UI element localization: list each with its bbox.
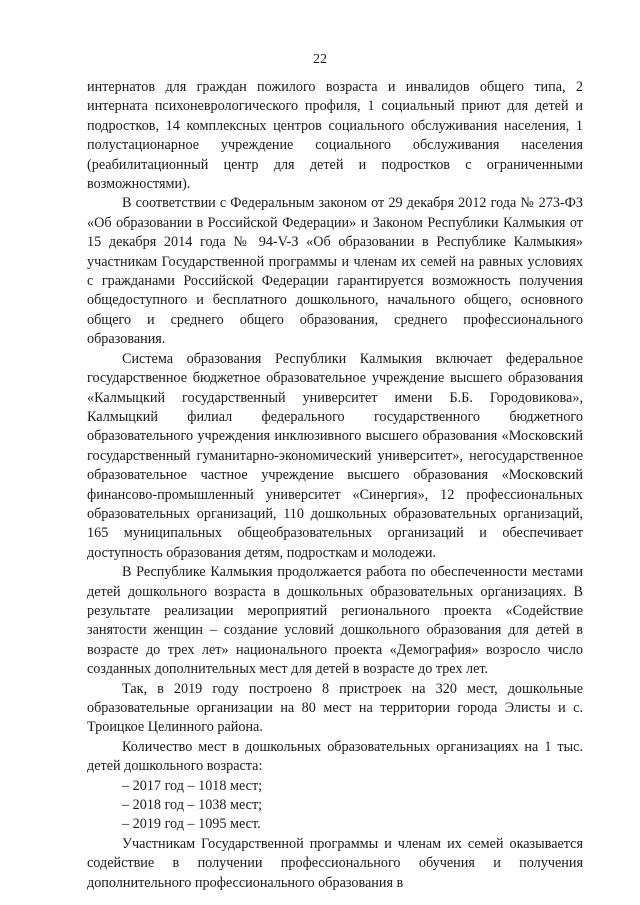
paragraph-6: Количество мест в дошкольных образовательных организациях на 1 тыс. детей дошкольного возраста: xyxy=(87,738,583,775)
document-body xyxy=(87,78,583,893)
paragraph-7: Участникам Государственной программы и членам их семей оказывается содействие в получении профессионального обучения и получения дополнительного профессионального образования в xyxy=(87,835,583,891)
paragraph-3: Система образования Республики Калмыкия включает федеральное государственное бюджетное образовательное учреждение высшего образования «Калмыцкий государственный университет имени Б.Б. Городовикова», Калмыцкий филиал федерального государственного бюджетного образовательного учреждения инклюзивного высшего образования «Московский государственный гуманитарно-экономический университет», негосударственное образовательное частное учреждение высшего образования «Московский финансово-промышленный университет «Синергия», 12 профессиональных образовательных организаций, 110 дошкольных образовательных организаций, 165 муниципальных общеобразовательных организаций и обеспечивает доступность образования детям, подросткам и молодежи. xyxy=(87,350,583,561)
paragraph-2: В соответствии с Федеральным законом от 29 декабря 2012 года № 273-ФЗ «Об образовании в Российской Федерации» и Законом Республики Калмыкия от 15 декабря 2014 года № 94-V-З «Об образовании в Республике Калмыкия» участникам Государственной программы и членам их семей на равных условиях с гражданами Российской Федерации гарантируется возможность получения общедоступного и бесплатного дошкольного, начального общего, основного общего и среднего общего образования, среднего профессионального образования. xyxy=(87,195,583,348)
list-item-2019: – 2019 год – 1095 мест. xyxy=(122,816,261,833)
page-number: 22 xyxy=(313,52,327,67)
list-item-2017: – 2017 год – 1018 мест; xyxy=(122,777,263,794)
list-item-2018: – 2018 год – 1038 мест; xyxy=(122,797,263,814)
paragraph-5: Так, в 2019 году построено 8 пристроек на 320 мест, дошкольные образовательные организации на 80 мест на территории города Элисты и с. Троицкое Целинного района. xyxy=(87,680,583,736)
paragraph-1: интернатов для граждан пожилого возраста и инвалидов общего типа, 2 интерната психоневрологического профиля, 1 социальный приют для детей и подростков, 14 комплексных центров социального обслуживания населения, 1 полустационарное учреждение социального обслуживания населения (реабилитационный центр для детей и подростков с ограниченными возможностями). xyxy=(87,79,583,193)
paragraph-4: В Республике Калмыкия продолжается работа по обеспеченности местами детей дошкольного возраста в дошкольных образовательных организациях. В результате реализации мероприятий регионального проекта «Содействие занятости женщин – создание условий дошкольного образования для детей в возрасте до трех лет» национального проекта «Демография» возросло число созданных дополнительных мест для детей в возрасте до трех лет. xyxy=(87,564,583,678)
